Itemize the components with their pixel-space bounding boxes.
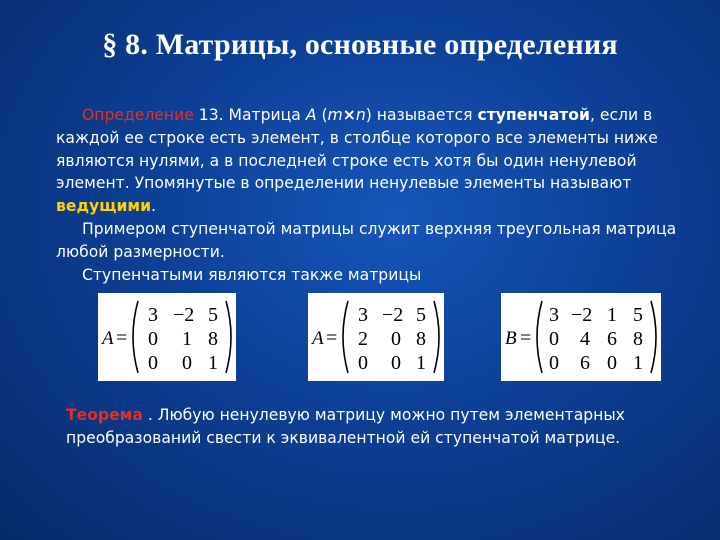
matrix-cell: 0	[607, 352, 617, 374]
var-n: n	[355, 106, 366, 124]
example-paragraph: Примером ступенчатой матрицы служит верхняя треугольная матрица любой размерности.	[56, 219, 677, 261]
matrix-cell: 5	[416, 304, 426, 326]
matrix-3	[501, 293, 661, 381]
matrix-3-eq: =	[520, 327, 532, 349]
matrix-cell: 1	[416, 352, 426, 374]
matrix-cell: 6	[580, 352, 590, 374]
matrix-1-left-paren	[133, 301, 138, 373]
matrix-2-eq: =	[326, 327, 338, 349]
times-sign: ×	[342, 106, 356, 124]
matrix-cell: 3	[358, 304, 368, 326]
matrix-1-name: A	[102, 328, 114, 349]
matrix-cell: 3	[148, 304, 158, 326]
matrix-2-left-paren	[343, 301, 348, 373]
also-paragraph: Ступенчатыми являются также матрицы	[82, 265, 422, 284]
matrix-1-right-paren	[226, 301, 231, 373]
matrix-cell: 6	[607, 328, 617, 350]
dim-close: )	[365, 106, 372, 124]
definition-text-a: Матрица	[223, 106, 306, 124]
matrix-cell: 0	[148, 328, 158, 350]
var-m: m	[327, 106, 343, 124]
theorem-paragraph	[66, 404, 686, 450]
definition-end: .	[151, 197, 157, 216]
term-stepped: ступенчатой	[477, 106, 590, 124]
matrix-cell: 0	[549, 328, 559, 350]
theorem-block	[66, 404, 686, 450]
matrix-2-right-paren	[434, 301, 439, 373]
matrix-cell: 1	[182, 328, 192, 350]
matrix-1	[98, 293, 236, 381]
definition-paragraph	[56, 104, 696, 218]
theorem-text: . Любую ненулевую матрицу можно путем элементарных преобразований свести к эквивалентной ей ступенчатой матрице.	[66, 406, 625, 447]
definition-label: Определение	[82, 106, 194, 124]
definition-text-b: называется	[371, 106, 478, 124]
matrix-2	[308, 293, 444, 381]
matrix-cell: 0	[182, 352, 192, 374]
matrix-cell: 3	[549, 304, 559, 326]
matrix-3-right-paren	[651, 301, 656, 373]
matrix-cell: −2	[173, 304, 195, 326]
matrix-cell: 2	[358, 328, 368, 350]
matrix-cell: 0	[148, 352, 158, 374]
matrix-cell: −2	[382, 304, 404, 326]
definition-number: 13.	[193, 106, 224, 124]
matrix-cell: 0	[391, 328, 401, 350]
matrix-cell: 8	[208, 328, 218, 350]
matrix-cell: 8	[416, 328, 426, 350]
definition-text-c: , если в каждой ее строке есть элемент, в столбце которого все элементы ниже являются нулями, а в последней строке есть хотя бы один ненулевой элемент. Упомянутые в определении ненулевые элементы называют	[56, 106, 658, 193]
matrix-cell: 0	[391, 352, 401, 374]
theorem-label: Теорема	[66, 406, 143, 424]
var-a: A	[305, 106, 317, 124]
matrix-3-left-paren	[537, 301, 542, 373]
term-leading: ведущими	[56, 197, 152, 216]
slide-title: § 8. Матрицы, основные определения	[102, 28, 618, 61]
matrix-cell: 1	[633, 352, 643, 374]
matrix-cell: 4	[580, 328, 590, 350]
definition-block	[56, 104, 696, 286]
matrix-3-name: B	[505, 328, 517, 349]
matrix-cell: 5	[208, 304, 218, 326]
matrix-cell: 8	[633, 328, 643, 350]
matrix-2-name: A	[312, 328, 324, 349]
matrix-cell: 1	[607, 304, 617, 326]
matrix-1-eq: =	[116, 327, 128, 349]
matrix-cell: −2	[571, 304, 593, 326]
dim-open: (	[316, 106, 328, 124]
matrix-cell: 0	[358, 352, 368, 374]
matrix-cell: 1	[208, 352, 218, 374]
matrix-cell: 0	[549, 352, 559, 374]
matrix-cell: 5	[633, 304, 643, 326]
